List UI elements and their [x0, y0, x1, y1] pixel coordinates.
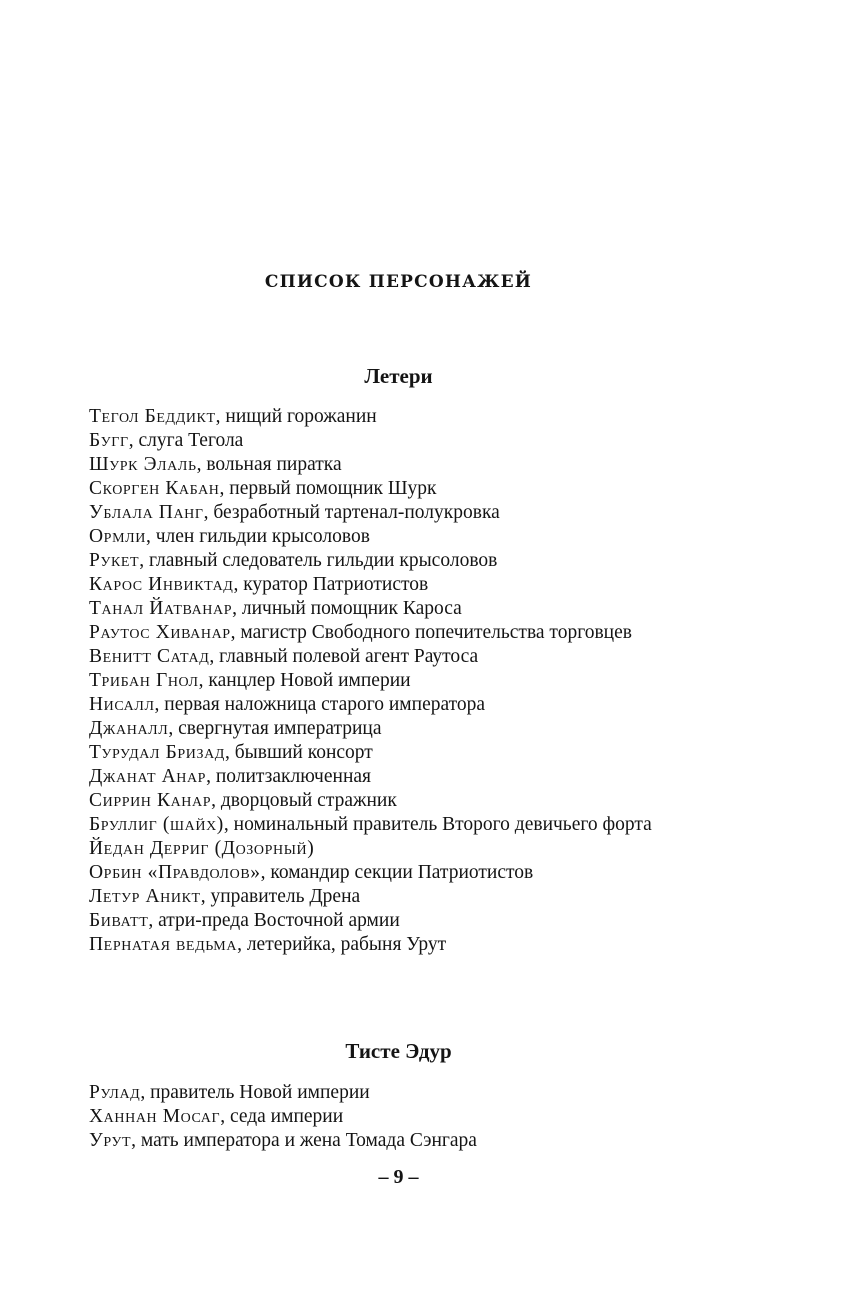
character-description: , бывший консорт	[224, 742, 373, 763]
character-description: , куратор Патриотистов	[233, 574, 429, 595]
list-item	[89, 597, 709, 621]
list-item	[89, 429, 709, 453]
character-name: Тегол Беддикт	[89, 406, 216, 427]
list-item	[89, 717, 709, 741]
character-description: , вольная пиратка	[196, 454, 342, 475]
list-item	[89, 501, 709, 525]
character-description: , главный полевой агент Раутоса	[209, 646, 479, 667]
list-item	[89, 693, 709, 717]
list-item	[89, 909, 709, 933]
list-item	[89, 789, 709, 813]
list-item	[89, 477, 709, 501]
character-description: , политзаключенная	[206, 766, 372, 787]
character-name: Сиррин Канар	[89, 790, 212, 811]
list-item	[89, 861, 709, 885]
character-name: Скорген Кабан	[89, 478, 220, 499]
list-item	[89, 621, 709, 645]
list-item	[89, 405, 709, 429]
character-name: Венитт Сатад	[89, 646, 210, 667]
character-description: , летерийка, рабыня Урут	[237, 934, 447, 955]
character-description: , мать императора и жена Томада Сэнгара	[131, 1130, 477, 1151]
character-name: Орбин «Правдолов»	[89, 862, 261, 883]
character-name: Ублала Панг	[89, 502, 204, 523]
character-description: , седа империи	[220, 1106, 344, 1127]
character-description: , магистр Свободного попечительства торговцев	[230, 622, 632, 643]
character-description: , свергнутая императрица	[168, 718, 382, 739]
character-description: , номинальный правитель Второго девичьего форта	[223, 814, 652, 835]
character-name: Рукет	[89, 550, 140, 571]
character-name: Карос Инвиктад	[89, 574, 234, 595]
list-item	[89, 1105, 709, 1129]
character-name: Летур Аникт	[89, 886, 201, 907]
character-name: Трибан Гнол	[89, 670, 199, 691]
character-name: Ормли	[89, 526, 146, 547]
list-item	[89, 813, 709, 837]
character-name: Ханнан Мосаг	[89, 1106, 221, 1127]
character-description: , атри-преда Восточной армии	[148, 910, 400, 931]
character-description: , слуга Тегола	[128, 430, 244, 451]
character-description: , дворцовый стражник	[211, 790, 397, 811]
section-heading-leteri: Летери	[364, 364, 433, 388]
list-item	[89, 525, 709, 549]
character-name: Пернатая ведьма	[89, 934, 238, 955]
page-title: СПИСОК ПЕРСОНАЖЕЙ	[264, 272, 533, 292]
character-name: Йедан Дерриг (Дозорный)	[89, 838, 315, 859]
character-name: Раутос Хиванар	[89, 622, 231, 643]
page-number: – 9 –	[378, 1166, 419, 1188]
character-description: , управитель Дрена	[200, 886, 361, 907]
character-description: , член гильдии крысоловов	[145, 526, 370, 547]
character-description: , первая наложница старого императора	[154, 694, 486, 715]
list-item	[89, 645, 709, 669]
list-item	[89, 549, 709, 573]
list-item	[89, 885, 709, 909]
character-list-leteri	[89, 405, 709, 957]
character-name: Бруллиг (шайх)	[89, 814, 224, 835]
character-description: , правитель Новой империи	[140, 1082, 370, 1103]
character-name: Биватт	[89, 910, 149, 931]
character-description: , личный помощник Кароса	[232, 598, 462, 619]
character-name: Нисалл	[89, 694, 155, 715]
list-item	[89, 765, 709, 789]
list-item	[89, 669, 709, 693]
character-name: Рулад	[89, 1082, 141, 1103]
character-description: , главный следователь гильдии крысоловов	[139, 550, 498, 571]
list-item	[89, 573, 709, 597]
list-item	[89, 837, 709, 861]
character-description: , командир секции Патриотистов	[260, 862, 534, 883]
list-item	[89, 1129, 709, 1153]
list-item	[89, 453, 709, 477]
character-list-tiste-edur	[89, 1081, 709, 1153]
list-item	[89, 741, 709, 765]
character-name: Урут	[89, 1130, 132, 1151]
section-heading-tiste-edur: Тисте Эдур	[345, 1039, 452, 1063]
character-description: , канцлер Новой империи	[198, 670, 411, 691]
character-description: , первый помощник Шурк	[219, 478, 437, 499]
character-description: , нищий горожанин	[215, 406, 377, 427]
character-description: , безработный тартенал-полукровка	[203, 502, 500, 523]
character-name: Джаналл	[89, 718, 169, 739]
list-item	[89, 1081, 709, 1105]
character-name: Джанат Анар	[89, 766, 207, 787]
character-name: Шурк Элаль	[89, 454, 197, 475]
character-name: Бугг	[89, 430, 129, 451]
list-item	[89, 933, 709, 957]
character-name: Танал Йатванар	[89, 598, 233, 619]
character-name: Турудал Бризад	[89, 742, 225, 763]
